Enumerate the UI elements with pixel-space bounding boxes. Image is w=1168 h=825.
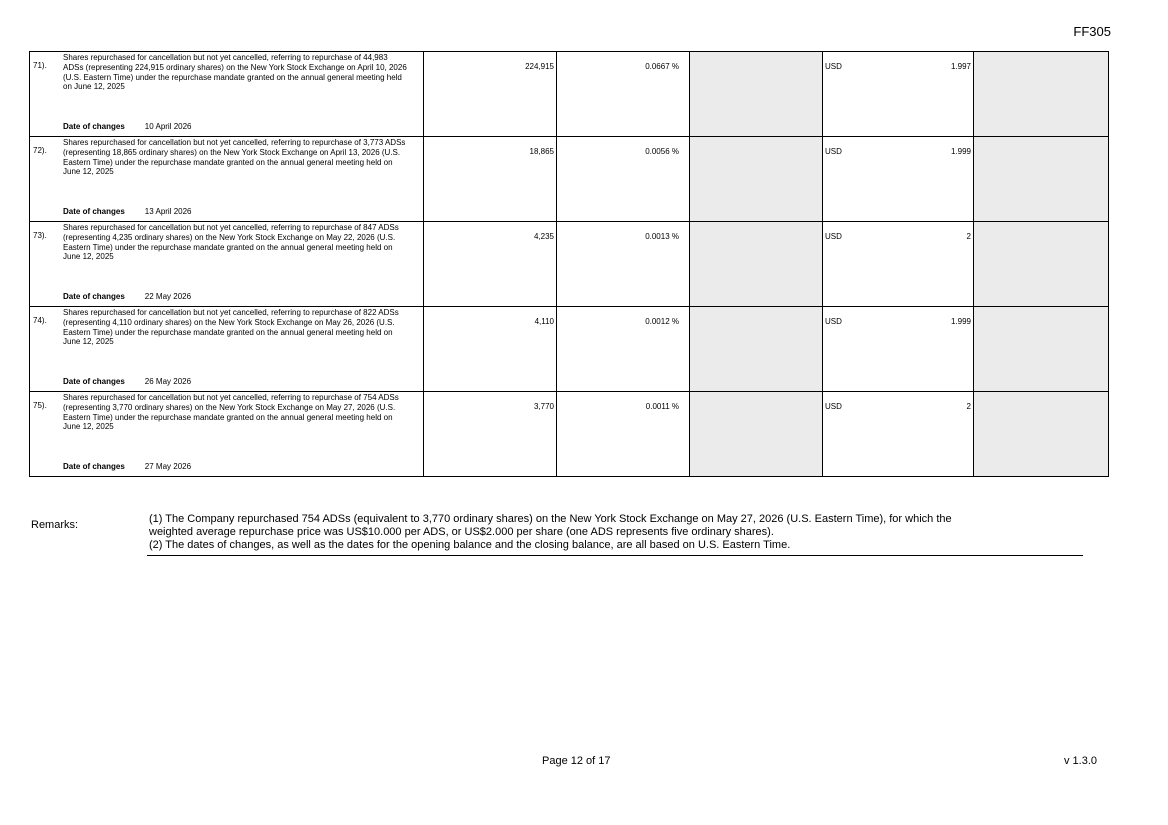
remarks-text	[149, 513, 1083, 552]
version-label: v 1.3.0	[1063, 755, 1097, 767]
blank-cell	[974, 392, 1109, 477]
description-cell	[30, 222, 424, 307]
blank-cell	[974, 222, 1109, 307]
price-cell	[823, 307, 974, 392]
date-of-changes-label: Date of changes	[63, 207, 125, 216]
row-number: 74).	[33, 316, 47, 325]
price-per-share: 2	[966, 402, 971, 411]
date-of-changes	[63, 462, 191, 471]
remarks-line: (1) The Company repurchased 754 ADSs (equivalent to 3,770 ordinary shares) on the New York Stock Exchange on May 27, 2026 (U.S. Eastern Time), for which the	[149, 513, 952, 525]
shares-cell	[424, 222, 557, 307]
form-code: FF305	[1073, 24, 1111, 39]
table-row	[30, 222, 1109, 307]
row-description: Shares repurchased for cancellation but not yet cancelled, referring to repurchase of 847 ADSs (representing 4,235 ordinary shares) on the New York Stock Exchange on May 22, 2026 (U.S. Eastern Time) under the repurchase mandate granted on the annual general meeting held on June 12, 2025	[63, 223, 399, 262]
number-of-shares: 4,235	[533, 232, 554, 241]
remarks-divider	[147, 555, 1083, 556]
percent-cell	[557, 137, 690, 222]
date-of-changes	[63, 207, 192, 216]
blank-cell	[974, 307, 1109, 392]
shares-cell	[424, 307, 557, 392]
row-number: 72).	[33, 146, 47, 155]
date-of-changes-value: 22 May 2026	[144, 292, 192, 301]
percent-cell	[557, 52, 690, 137]
blank-cell	[690, 52, 823, 137]
price-per-share: 2	[966, 232, 971, 241]
price-per-share: 1.997	[950, 62, 971, 71]
blank-cell	[690, 222, 823, 307]
price-currency: USD	[825, 402, 842, 411]
blank-cell	[974, 137, 1109, 222]
price-currency: USD	[825, 232, 842, 241]
description-cell	[30, 52, 424, 137]
date-of-changes-value: 13 April 2026	[144, 207, 192, 216]
remarks-line: (2) The dates of changes, as well as the dates for the opening balance and the closing balance, are all based on U.S. Eastern Time.	[149, 539, 791, 551]
price-cell	[823, 52, 974, 137]
row-number: 73).	[33, 231, 47, 240]
page-number: Page 12 of 17	[542, 755, 611, 767]
percentage-of-shares: 0.0012 %	[645, 317, 679, 326]
table-row	[30, 52, 1109, 137]
date-of-changes-label: Date of changes	[63, 292, 125, 301]
number-of-shares: 18,865	[529, 147, 554, 156]
percent-cell	[557, 392, 690, 477]
number-of-shares: 4,110	[534, 317, 554, 326]
price-currency: USD	[825, 317, 842, 326]
remarks-label: Remarks:	[31, 519, 79, 531]
description-cell	[30, 307, 424, 392]
date-of-changes	[63, 122, 192, 131]
row-description: Shares repurchased for cancellation but not yet cancelled, referring to repurchase of 754 ADSs (representing 3,770 ordinary shares) on the New York Stock Exchange on May 27, 2026 (U.S. Eastern Time) under the repurchase mandate granted on the annual general meeting held on June 12, 2025	[63, 393, 399, 432]
price-cell	[823, 137, 974, 222]
shares-cell	[424, 392, 557, 477]
price-per-share: 1.999	[950, 317, 971, 326]
date-of-changes-label: Date of changes	[63, 462, 125, 471]
date-of-changes	[63, 292, 191, 301]
date-of-changes-value: 27 May 2026	[144, 462, 192, 471]
blank-cell	[690, 392, 823, 477]
shares-cell	[424, 137, 557, 222]
percentage-of-shares: 0.0011 %	[645, 402, 679, 411]
date-of-changes	[63, 377, 191, 386]
table-row	[30, 307, 1109, 392]
percentage-of-shares: 0.0056 %	[645, 147, 679, 156]
date-of-changes-label: Date of changes	[63, 122, 125, 131]
price-currency: USD	[825, 62, 842, 71]
row-number: 71).	[33, 61, 47, 70]
shares-cell	[424, 52, 557, 137]
percent-cell	[557, 307, 690, 392]
row-description: Shares repurchased for cancellation but not yet cancelled, referring to repurchase of 44,983 ADSs (representing 224,915 ordinary shares) on the New York Stock Exchange on April 10, 2026 (U.S. Eastern Time) under the repurchase mandate granted on the annual general meeting held on June 12, 2025	[63, 53, 407, 92]
row-number: 75).	[33, 401, 47, 410]
share-movements-table	[29, 51, 1109, 477]
percentage-of-shares: 0.0013 %	[645, 232, 679, 241]
date-of-changes-value: 10 April 2026	[144, 122, 192, 131]
price-per-share: 1.999	[950, 147, 971, 156]
price-cell	[823, 392, 974, 477]
percent-cell	[557, 222, 690, 307]
percentage-of-shares: 0.0667 %	[645, 62, 679, 71]
description-cell	[30, 392, 424, 477]
row-description: Shares repurchased for cancellation but not yet cancelled, referring to repurchase of 822 ADSs (representing 4,110 ordinary shares) on the New York Stock Exchange on May 26, 2026 (U.S. Eastern Time) under the repurchase mandate granted on the annual general meeting held on June 12, 2025	[63, 308, 399, 347]
blank-cell	[974, 52, 1109, 137]
remarks-line: weighted average repurchase price was US$10.000 per ADS, or US$2.000 per share (one ADS represents five ordinary shares).	[149, 526, 774, 538]
description-cell	[30, 137, 424, 222]
price-cell	[823, 222, 974, 307]
blank-cell	[690, 307, 823, 392]
date-of-changes-value: 26 May 2026	[144, 377, 192, 386]
table-row	[30, 137, 1109, 222]
number-of-shares: 224,915	[525, 62, 554, 71]
price-currency: USD	[825, 147, 842, 156]
blank-cell	[690, 137, 823, 222]
row-description: Shares repurchased for cancellation but not yet cancelled, referring to repurchase of 3,773 ADSs (representing 18,865 ordinary shares) on the New York Stock Exchange on April 13, 2026 (U.S. Eastern Time) under the repurchase mandate granted on the annual general meeting held on June 12, 2025	[63, 138, 406, 177]
number-of-shares: 3,770	[533, 402, 554, 411]
table-row	[30, 392, 1109, 477]
date-of-changes-label: Date of changes	[63, 377, 125, 386]
